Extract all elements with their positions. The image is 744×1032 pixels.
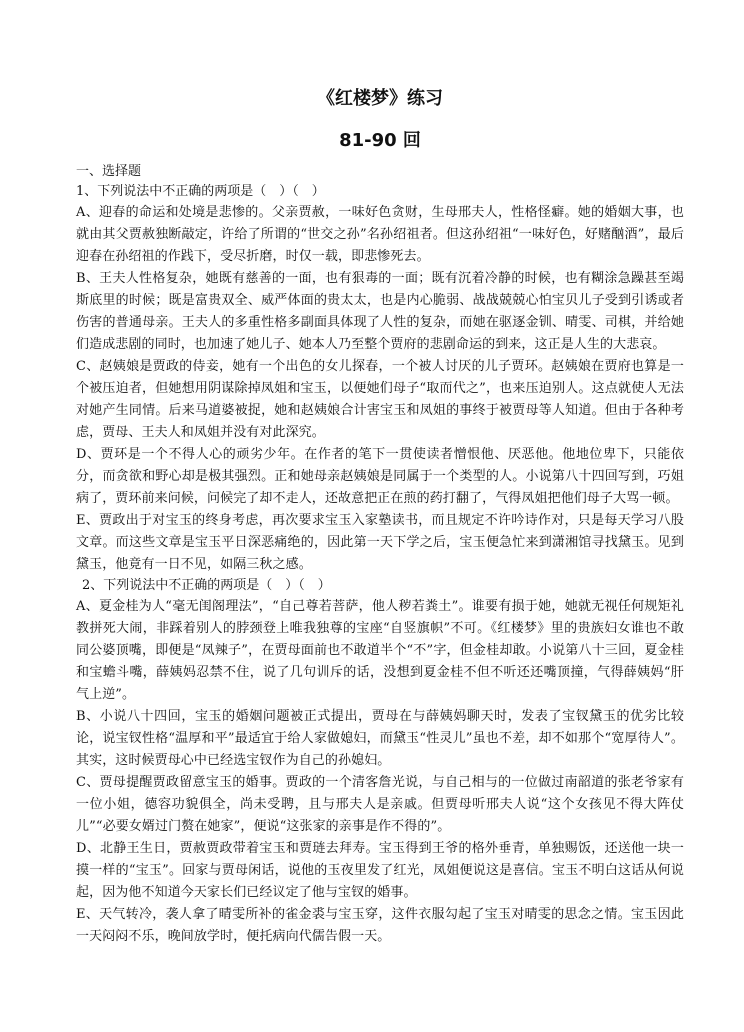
page-subtitle: 81-90 回: [339, 130, 421, 151]
option-d: D、北静王生日，贾赦贾政带着宝玉和贾琏去拜寿。宝玉得到王爷的格外垂青，单独赐饭，还送他一块一摸一样的“宝玉”。回家与贾母闲话，说他的玉夜里发了红光，凤姐便说这是喜信。宝玉不明白这话从何说起，因为他不知道今天家长们已经议定了他与宝钗的婚事。: [76, 841, 684, 900]
option-c: C、赵姨娘是贾政的侍妾，她有一个出色的女儿探春，一个被人讨厌的儿子贾环。赵姨娘在贾府也算是一个被压迫者，但她想用阴谋除掉凤姐和宝玉，以便她们母子“取而代之”，也来压迫别人。这点就使人无法对她产生同情。后来马道婆被捉，她和赵姨娘合计害宝玉和凤姐的事终于被贾母等人知道。但由于各种考虑，贾母、王夫人和凤姐并没有对此深究。: [76, 359, 684, 440]
question-stem: 1、下列说法中不正确的两项是（ ）（ ）: [76, 184, 325, 199]
question-2: [76, 576, 684, 948]
option-e: E、天气转冷，袭人拿了晴雯所补的雀金裘与宝玉穿，这件衣服勾起了宝玉对晴雯的思念之情。宝玉因此一天闷闷不乐，晚间放学时，便托病向代儒告假一天。: [76, 907, 684, 944]
option-c: C、贾母提醒贾政留意宝玉的婚事。贾政的一个清客詹光说，与自己相与的一位做过南韶道的张老爷家有一位小姐，德容功貌俱全，尚未受聘，且与邢夫人是亲戚。但贾母听邢夫人说“这个女孩见不得大阵仗儿”“必要女婿过门赘在她家”，便说“这张家的亲事是作不得的”。: [76, 775, 684, 834]
option-a: A、迎春的命运和处境是悲惨的。父亲贾赦，一味好色贪财，生母邢夫人，性格怪癖。她的婚姻大事，也就由其父贾赦独断敲定，许给了所谓的“世交之孙”名孙绍祖者。但这孙绍祖“一味好色，好赌酗酒”，最后迎春在孙绍祖的作践下，受尽折磨，时仅一载，即悲惨死去。: [76, 205, 684, 264]
question-1: [76, 182, 684, 576]
page-title: 《红楼梦》练习: [317, 88, 443, 109]
option-b: B、小说八十四回，宝玉的婚姻问题被正式提出，贾母在与薛姨妈聊天时，发表了宝钗黛玉的优劣比较论，说宝钗性格“温厚和平”最适宜于给人家做媳妇，而黛玉“性灵儿”虽也不差，却不如那个“宽厚待人”。其实，这时候贾母心中已经选宝钗作为自己的孙媳妇。: [76, 709, 684, 768]
question-stem: 2、下列说法中不正确的两项是（ ）（ ）: [82, 578, 331, 593]
option-b: B、王夫人性格复杂，她既有慈善的一面，也有狠毒的一面；既有沉着冷静的时候，也有糊涂急躁甚至竭斯底里的时候；既是富贵双全、威严体面的贵太太，也是内心脆弱、战战兢兢心怕宝贝儿子受到引诱或者伤害的普通母亲。王夫人的多重性格多副面具体现了人性的复杂，而她在驱逐金钏、晴雯、司棋，并给她们造成悲剧的同时，也加速了她儿子、她本人乃至整个贾府的悲剧命运的到来，这正是人生的大悲哀。: [76, 271, 684, 352]
option-a: A、夏金桂为人“毫无闺阁理法”，“自己尊若菩萨，他人秽若粪土”。谁要有损于她，她就无视任何规矩礼教拼死大闹，非踩着别人的脖颈登上唯我独尊的宝座“自竖旗帜”不可。《红楼梦》里的贵族妇女谁也不敢同公婆顶嘴，即便是“凤辣子”，在贾母面前也不敢道半个“不”字，但金桂却敢。小说第八十三回，夏金桂和宝蟾斗嘴，薛姨妈忍禁不住，说了几句训斥的话，没想到夏金桂不但不听还还嘴顶撞，气得薛姨妈“肝气上逆”。: [76, 599, 684, 702]
option-d: D、贾环是一个不得人心的顽劣少年。在作者的笔下一贯使读者憎恨他、厌恶他。他地位卑下，只能依分，而贪欲和野心却是极其强烈。正和她母亲赵姨娘是同属于一个类型的人。小说第八十四回写到，巧姐病了，贾环前来问候，问候完了却不走人，还故意把正在煎的药打翻了，气得凤姐把他们母子大骂一顿。: [76, 447, 684, 506]
option-e: E、贾政出于对宝玉的终身考虑，再次要求宝玉入家塾读书，而且规定不许吟诗作对，只是每天学习八股文章。而这些文章是宝玉平日深恶痛绝的，因此第一天下学之后，宝玉便急忙来到潇湘馆寻找黛玉。见到黛玉，他竟有一日不见，如隔三秋之感。: [76, 513, 684, 572]
section-heading: 一、选择题: [76, 164, 142, 179]
